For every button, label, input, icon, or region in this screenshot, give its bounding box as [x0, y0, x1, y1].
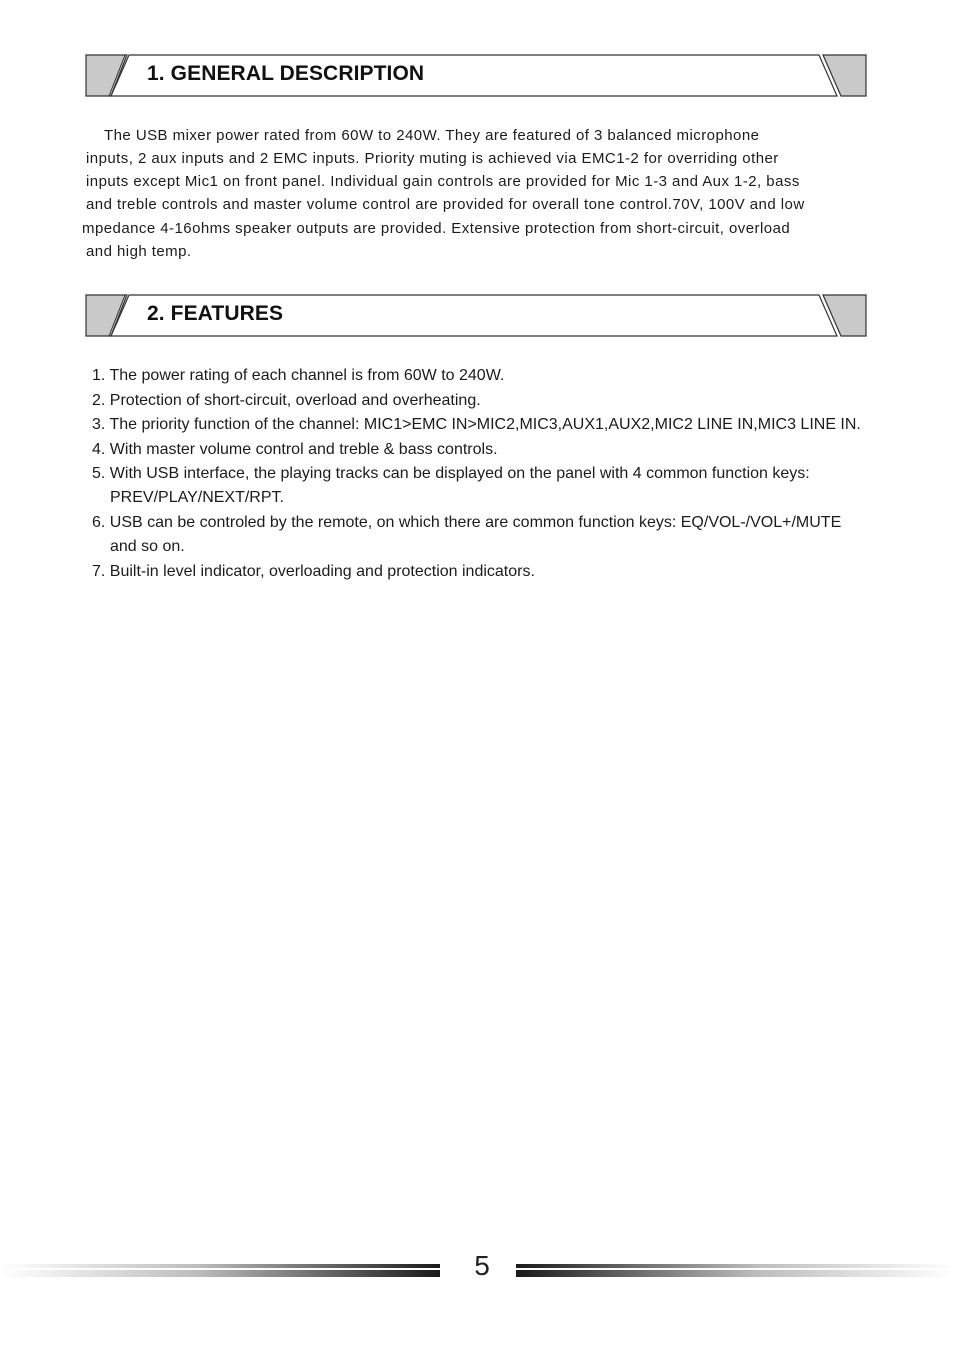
description-line: mpedance 4-16ohms speaker outputs are provided. Extensive protection from short-circuit, overload	[82, 220, 791, 237]
description-line: inputs except Mic1 on front panel. Individual gain controls are provided for Mic 1-3 and Aux 1-2, bass	[86, 173, 800, 190]
feature-item: 5. With USB interface, the playing tracks can be displayed on the panel with 4 common function keys:	[92, 465, 810, 482]
description-line: inputs, 2 aux inputs and 2 EMC inputs. Priority muting is achieved via EMC1-2 for overriding other	[86, 150, 779, 167]
feature-item-continuation: and so on.	[110, 538, 185, 555]
description-line: and high temp.	[86, 243, 192, 260]
feature-item: 3. The priority function of the channel: MIC1>EMC IN>MIC2,MIC3,AUX1,AUX2,MIC2 LINE IN,MIC3 LINE IN.	[92, 416, 861, 433]
feature-item: 7. Built-in level indicator, overloading and protection indicators.	[92, 563, 535, 580]
feature-item: 6. USB can be controled by the remote, on which there are common function keys: EQ/VOL-/VOL+/MUTE	[92, 514, 842, 531]
page-number: 5	[474, 1250, 490, 1281]
section-header-general-description	[85, 54, 867, 97]
feature-item-continuation: PREV/PLAY/NEXT/RPT.	[110, 489, 284, 506]
feature-item: 1. The power rating of each channel is from 60W to 240W.	[92, 367, 505, 384]
description-line: and treble controls and master volume control are provided for overall tone control.70V, 100V and low	[86, 196, 805, 213]
footer-rule-left	[0, 1264, 440, 1278]
feature-item: 4. With master volume control and treble & bass controls.	[92, 441, 498, 458]
section-title: 1. GENERAL DESCRIPTION	[147, 62, 425, 85]
section-title: 2. FEATURES	[147, 302, 284, 325]
feature-item: 2. Protection of short-circuit, overload and overheating.	[92, 392, 481, 409]
section-header-features	[85, 294, 867, 337]
footer-rule-right	[516, 1264, 954, 1278]
description-line: The USB mixer power rated from 60W to 240W. They are featured of 3 balanced microphone	[104, 127, 760, 144]
